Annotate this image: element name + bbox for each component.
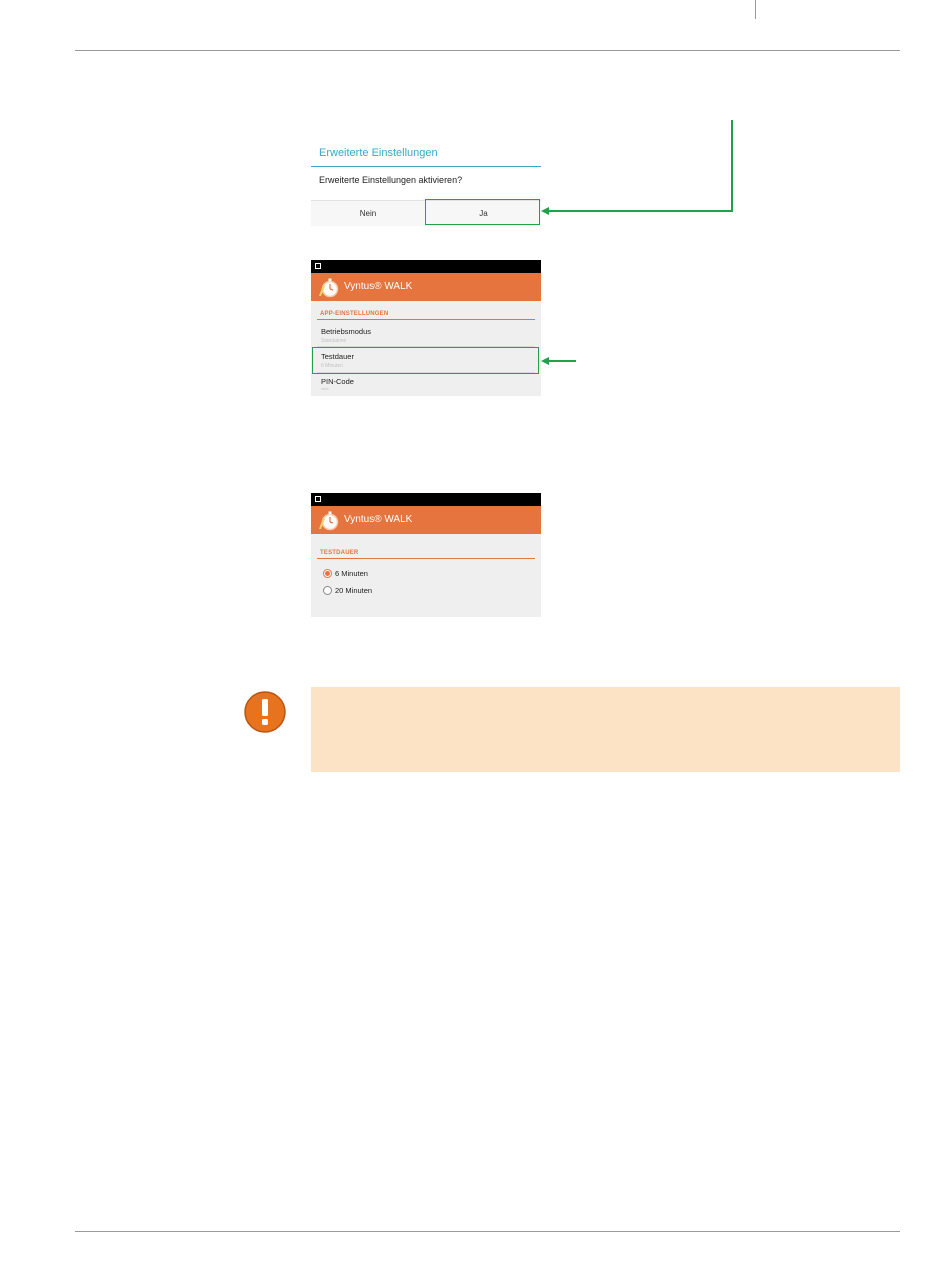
callout-arrowhead — [541, 207, 549, 215]
warning-icon — [243, 690, 287, 734]
setting-test-duration-value: 6 Minuten — [321, 363, 343, 369]
test-duration-screen — [311, 493, 541, 617]
status-bar-icon — [315, 496, 321, 502]
status-bar — [311, 493, 541, 506]
setting-pin-code-value: **** — [321, 388, 329, 394]
radio-20-minutes-label[interactable]: 20 Minuten — [335, 586, 373, 595]
test-duration-highlight — [312, 347, 539, 374]
yes-button[interactable]: Ja — [479, 209, 488, 218]
callout-line-horizontal — [548, 210, 733, 212]
callout-line-vertical — [731, 120, 733, 212]
app-title: Vyntus® WALK — [344, 281, 413, 292]
no-button[interactable]: Nein — [311, 201, 426, 226]
dialog-title: Erweiterte Einstellungen — [319, 147, 438, 159]
section-divider — [317, 319, 535, 320]
radio-6-minutes-label[interactable]: 6 Minuten — [335, 569, 368, 578]
status-bar-icon — [315, 263, 321, 269]
app-title: Vyntus® WALK — [344, 514, 413, 525]
setting-operating-mode[interactable]: Betriebsmodus — [321, 327, 372, 336]
settings-section-header: APP-EINSTELLUNGEN — [320, 311, 389, 317]
setting-test-duration[interactable]: Testdauer — [321, 352, 354, 361]
app-stopwatch-icon — [317, 276, 339, 298]
note-box — [311, 687, 900, 772]
radio-6-minutes[interactable] — [323, 569, 332, 578]
header-tick-mark — [755, 0, 756, 19]
setting-pin-code[interactable]: PIN-Code — [321, 377, 354, 386]
app-bar — [311, 506, 541, 534]
callout-line — [548, 360, 576, 362]
app-stopwatch-icon — [317, 509, 339, 531]
app-settings-screen — [311, 260, 541, 396]
header-rule — [75, 50, 900, 51]
yes-button-highlight — [425, 199, 540, 225]
footer-rule — [75, 1231, 900, 1232]
dialog-message: Erweiterte Einstellungen aktivieren? — [319, 175, 463, 185]
radio-20-minutes[interactable] — [323, 586, 332, 595]
section-divider — [317, 558, 535, 559]
dialog-title-divider — [311, 166, 541, 167]
callout-arrowhead — [541, 357, 549, 365]
duration-section-header: TESTDAUER — [320, 550, 359, 556]
status-bar — [311, 260, 541, 273]
setting-operating-mode-value: Standalone — [321, 338, 347, 344]
app-bar — [311, 273, 541, 301]
